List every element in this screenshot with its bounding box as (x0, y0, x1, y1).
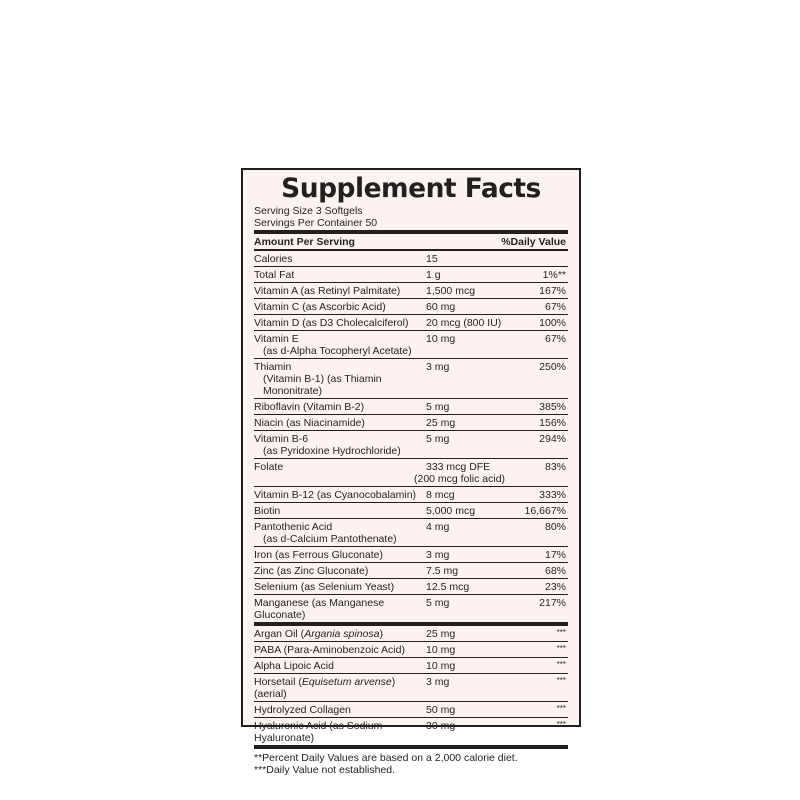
nutrient-name (254, 433, 568, 457)
nutrient-amount-text: 3 mg (426, 676, 450, 688)
nutrient-name (254, 269, 568, 281)
nutrient-name (254, 361, 568, 397)
nutrient-amount (426, 549, 449, 561)
nutrient-amount-text: 60 mg (426, 301, 456, 313)
nutrient-amount (426, 720, 455, 732)
nutrient-amount-text: 1 g (426, 269, 441, 281)
nutrient-amount (426, 285, 475, 297)
nutrient-name (254, 253, 568, 265)
nutrient-daily-value: *** (556, 628, 566, 637)
nutrient-name-text: Argan Oil ( (254, 628, 305, 640)
nutrient-name-text: Biotin (254, 505, 281, 517)
nutrient-name-text: Selenium (as Selenium Yeast) (254, 581, 395, 593)
nutrient-name (254, 720, 568, 744)
nutrient-amount-text: 5 mg (426, 401, 450, 413)
nutrient-name (254, 461, 568, 473)
nutrient-name-source: (as Pyridoxine Hydrochloride) (263, 445, 401, 457)
nutrient-amount-text: 25 mg (426, 417, 456, 429)
nutrient-name-source: (Vitamin B-1) (as Thiamin Mononitrate) (263, 373, 382, 397)
nutrient-name (254, 660, 568, 672)
nutrient-amount-text: 30 mg (426, 720, 456, 732)
nutrient-row (254, 415, 568, 431)
footnote-dv-not-established: ***Daily Value not established. (254, 764, 396, 776)
nutrient-row (254, 626, 568, 642)
nutrient-latin-name: Argania spinosa (304, 628, 380, 640)
nutrient-amount (426, 521, 449, 533)
calories-section (254, 251, 568, 283)
nutrient-name-text: Manganese (as Manganese Gluconate) (254, 597, 385, 621)
nutrient-row (254, 658, 568, 674)
nutrient-daily-value: 16,667% (524, 505, 566, 517)
nutrient-row (254, 251, 568, 267)
nutrient-amount (426, 269, 441, 281)
nutrient-amount (426, 253, 438, 265)
nutrient-amount-text: 20 mcg (800 IU) (426, 317, 502, 329)
nutrient-daily-value: 100% (539, 317, 566, 329)
nutrient-daily-value: 83% (544, 461, 566, 473)
nutrient-amount (426, 565, 458, 577)
nutrient-daily-value: 333% (539, 489, 566, 501)
supplement-facts-panel (241, 168, 581, 776)
nutrient-name-suffix: ) (379, 628, 383, 640)
nutrient-row (254, 718, 568, 746)
nutrient-amount-text: 10 mg (426, 660, 456, 672)
nutrient-amount-text: 3 mg (426, 361, 450, 373)
nutrient-name (254, 521, 568, 545)
nutrient-row (254, 315, 568, 331)
nutrient-amount-text: 333 mcg DFE (426, 461, 491, 473)
nutrient-amount-text: 5,000 mcg (426, 505, 476, 517)
nutrient-amount (426, 361, 449, 373)
nutrient-name (254, 704, 568, 716)
nutrient-name-text: Vitamin D (as D3 Cholecalciferol) (254, 317, 409, 329)
nutrient-name (254, 628, 568, 640)
nutrient-name-text: Zinc (as Zinc Gluconate) (254, 565, 369, 577)
nutrient-name (254, 597, 568, 621)
nutrient-amount-text: 7.5 mg (426, 565, 459, 577)
nutrient-amount-detail: (200 mcg folic acid) (414, 473, 506, 485)
nutrient-name (254, 565, 568, 577)
nutrient-amount (426, 489, 455, 501)
nutrient-row (254, 267, 568, 283)
nutrient-amount-text: 4 mg (426, 521, 450, 533)
nutrient-name-text: Riboflavin (Vitamin B-2) (254, 401, 365, 413)
nutrient-daily-value: 217% (539, 597, 566, 609)
nutrient-amount-text: 1,500 mcg (426, 285, 476, 297)
nutrient-name (254, 317, 568, 329)
nutrient-row (254, 283, 568, 299)
nutrient-row (254, 331, 568, 359)
nutrient-name (254, 489, 568, 501)
nutrient-row (254, 595, 568, 623)
nutrient-name (254, 581, 568, 593)
nutrient-daily-value: 67% (544, 333, 566, 345)
nutrient-daily-value: 385% (539, 401, 566, 413)
nutrient-name-text: Calories (254, 253, 293, 265)
nutrient-name-text: Folate (254, 461, 284, 473)
nutrient-name (254, 301, 568, 313)
servings-per-container: Servings Per Container 50 (254, 216, 378, 229)
nutrient-amount-text: 8 mcg (426, 489, 455, 501)
nutrient-daily-value: 156% (539, 417, 566, 429)
nutrient-row (254, 299, 568, 315)
nutrient-name-source: (as d-Alpha Tocopheryl Acetate) (263, 345, 412, 357)
serving-size: Serving Size 3 Softgels (254, 205, 363, 217)
nutrient-name (254, 505, 568, 517)
nutrient-amount (426, 660, 455, 672)
amount-per-serving-label: Amount Per Serving (254, 236, 355, 248)
footnote-percent-dv: **Percent Daily Values are based on a 2,000 calorie diet. (254, 752, 518, 764)
nutrient-name-text: Niacin (as Niacinamide) (254, 417, 365, 429)
nutrient-daily-value: *** (556, 644, 566, 653)
nutrient-daily-value: 250% (539, 361, 566, 373)
nutrient-row (254, 399, 568, 415)
nutrient-amount (426, 581, 469, 593)
nutrient-name-text: Horsetail ( (254, 676, 302, 688)
nutrient-name-text: Vitamin A (as Retinyl Palmitate) (254, 285, 401, 297)
nutrient-name-text: Vitamin B-12 (as Cyanocobalamin) (254, 489, 417, 501)
nutrient-amount-text: 15 (426, 253, 438, 265)
nutrient-row (254, 674, 568, 702)
nutrient-name-text: Vitamin C (as Ascorbic Acid) (254, 301, 386, 313)
nutrient-name-text: Hyaluronic Acid (as Sodium Hyaluronate) (254, 720, 383, 744)
nutrient-name (254, 417, 568, 429)
nutrient-name (254, 644, 568, 656)
column-header-row (254, 234, 568, 251)
nutrient-name-text: Alpha Lipoic Acid (254, 660, 334, 672)
nutrient-name-text: Total Fat (254, 269, 295, 281)
nutrient-amount (414, 461, 506, 485)
nutrient-amount (426, 597, 449, 609)
nutrient-daily-value: *** (556, 660, 566, 669)
nutrient-row (254, 503, 568, 519)
nutrient-name (254, 549, 568, 561)
nutrient-amount-text: 12.5 mcg (426, 581, 470, 593)
nutrient-daily-value: *** (556, 704, 566, 713)
nutrient-name-source: (as d-Calcium Pantothenate) (263, 533, 397, 545)
nutrient-row (254, 642, 568, 658)
nutrient-amount-text: 5 mg (426, 597, 450, 609)
nutrient-amount-text: 10 mg (426, 644, 456, 656)
nutrient-amount-text: 25 mg (426, 628, 456, 640)
nutrient-daily-value: 17% (544, 549, 566, 561)
nutrient-name (254, 285, 568, 297)
nutrient-amount (426, 676, 449, 688)
nutrient-amount-text: 10 mg (426, 333, 456, 345)
vitamins-minerals-section (254, 283, 568, 623)
nutrient-name-text: Iron (as Ferrous Gluconate) (254, 549, 383, 561)
nutrient-name (254, 401, 568, 413)
nutrient-amount (426, 644, 455, 656)
nutrient-daily-value: 80% (544, 521, 566, 533)
nutrient-amount (426, 417, 455, 429)
nutrient-row (254, 563, 568, 579)
nutrient-latin-name: Equisetum arvense (301, 676, 392, 688)
nutrient-name-text: Vitamin E (254, 333, 299, 345)
nutrient-daily-value: *** (556, 676, 566, 685)
nutrient-amount (426, 317, 501, 329)
nutrient-amount (426, 628, 455, 640)
nutrient-amount (426, 433, 449, 445)
nutrient-daily-value: *** (556, 720, 566, 729)
nutrient-daily-value: 23% (544, 581, 566, 593)
nutrient-row (254, 359, 568, 399)
nutrient-name-text: Vitamin B-6 (254, 433, 309, 445)
daily-value-label: %Daily Value (501, 236, 566, 248)
nutrient-name-text: PABA (Para-Aminobenzoic Acid) (254, 644, 405, 656)
nutrient-name (254, 676, 568, 700)
nutrient-name-text: Hydrolyzed Collagen (254, 704, 351, 716)
nutrient-amount-text: 50 mg (426, 704, 456, 716)
nutrient-amount-text: 5 mg (426, 433, 450, 445)
nutrient-name (254, 333, 568, 357)
nutrient-row (254, 702, 568, 718)
nutrient-amount (426, 301, 455, 313)
nutrient-row (254, 547, 568, 563)
nutrient-row (254, 579, 568, 595)
nutrient-daily-value: 67% (544, 301, 566, 313)
nutrient-amount-text: 3 mg (426, 549, 450, 561)
nutrient-row (254, 431, 568, 459)
nutrient-row (254, 487, 568, 503)
nutrient-amount (426, 401, 449, 413)
nutrient-amount (426, 704, 455, 716)
nutrient-amount (426, 505, 475, 517)
nutrient-row (254, 519, 568, 547)
other-ingredients-section (254, 626, 568, 746)
nutrient-daily-value: 1%** (542, 269, 566, 281)
nutrient-amount (426, 333, 455, 345)
nutrient-name-text: Pantothenic Acid (254, 521, 333, 533)
nutrient-daily-value: 68% (544, 565, 566, 577)
nutrient-name-suffix: ) (aerial) (254, 676, 396, 700)
nutrient-daily-value: 294% (539, 433, 566, 445)
nutrient-daily-value: 167% (539, 285, 566, 297)
nutrient-row (254, 459, 568, 487)
nutrient-name-text: Thiamin (254, 361, 292, 373)
panel-title: Supplement Facts (281, 173, 541, 204)
